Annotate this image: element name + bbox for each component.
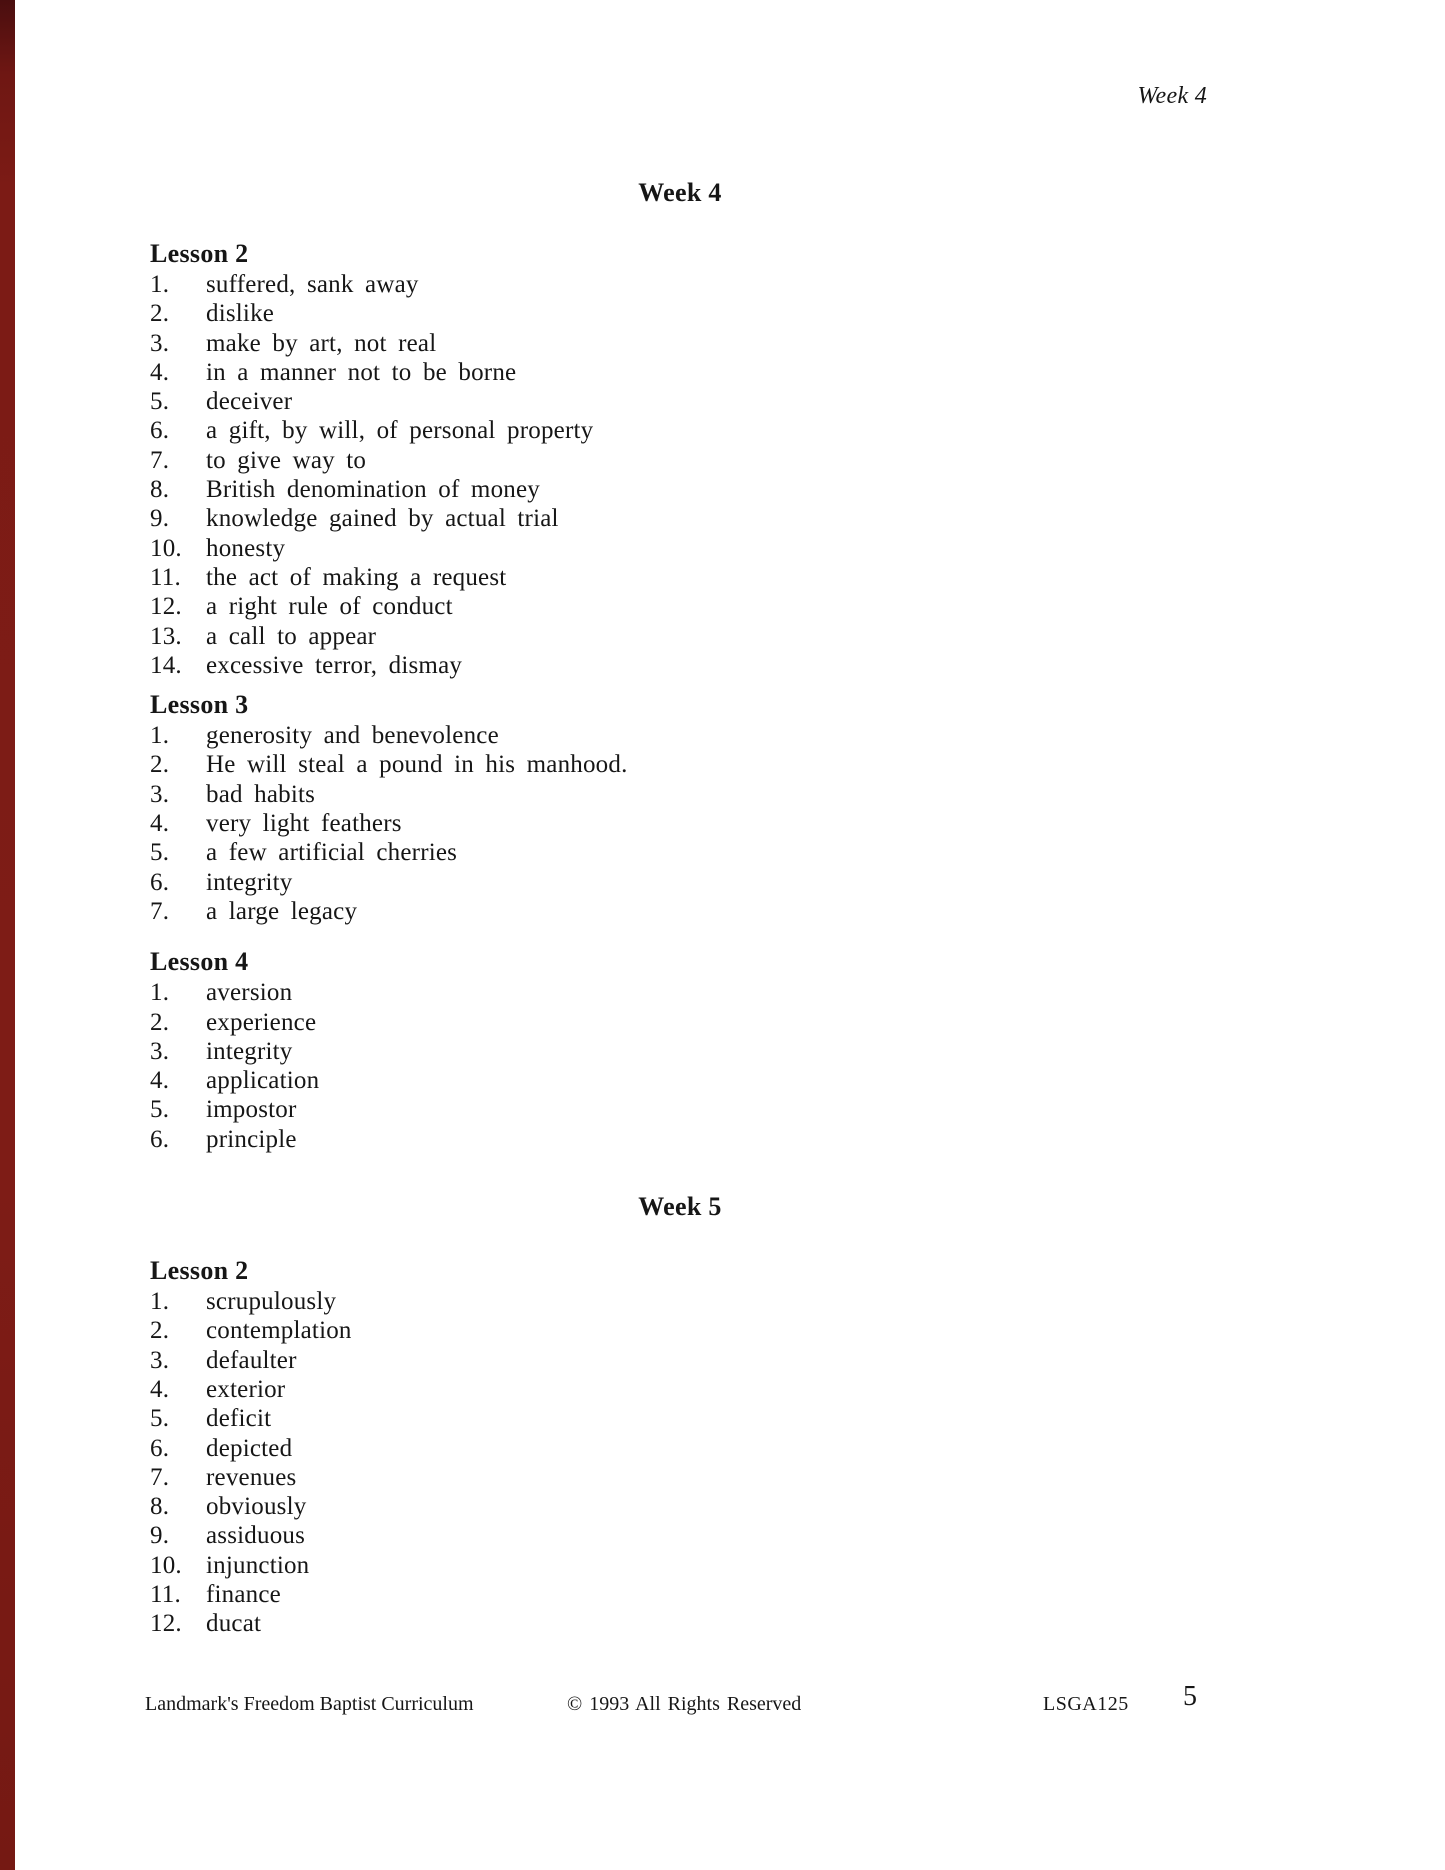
answer-list-item xyxy=(150,1125,1210,1154)
answer-number: 14. xyxy=(150,651,182,679)
answer-text: obviously xyxy=(206,1493,307,1521)
answer-list xyxy=(150,270,1210,680)
answer-text: integrity xyxy=(206,868,293,896)
answer-list-item xyxy=(150,1008,1210,1037)
answer-list-item xyxy=(150,651,1210,680)
answer-text: integrity xyxy=(206,1037,293,1065)
answer-list-item xyxy=(150,1492,1210,1521)
answer-list-item xyxy=(150,780,1210,809)
book-spine-edge xyxy=(0,0,15,1870)
answer-number: 3. xyxy=(150,1346,170,1374)
week-heading: Week 5 xyxy=(638,1192,722,1222)
lesson-heading: Lesson 2 xyxy=(150,239,249,268)
answer-number: 3. xyxy=(150,1037,170,1065)
answer-list-item xyxy=(150,1609,1210,1638)
answer-number: 1. xyxy=(150,271,170,298)
answer-list-item xyxy=(150,838,1210,867)
answer-text: contemplation xyxy=(206,1317,352,1345)
answer-list-item xyxy=(150,1521,1210,1550)
answer-number: 1. xyxy=(150,979,170,1007)
answer-list-item xyxy=(150,358,1210,387)
answer-number: 5. xyxy=(150,388,170,416)
answer-text: application xyxy=(206,1067,320,1095)
answer-list-item xyxy=(150,1316,1210,1345)
answer-text: a large legacy xyxy=(206,897,358,925)
answer-list-item xyxy=(150,1346,1210,1375)
answer-number: 8. xyxy=(150,1493,170,1521)
page-footer xyxy=(0,1681,1445,1728)
answer-list-item xyxy=(150,1404,1210,1433)
answer-number: 5. xyxy=(150,1096,170,1124)
answer-list-item xyxy=(150,1463,1210,1492)
answer-number: 7. xyxy=(150,897,170,925)
answer-list-item xyxy=(150,622,1210,651)
answer-text: assiduous xyxy=(206,1522,306,1550)
answer-text: honesty xyxy=(206,534,286,562)
answer-text: defaulter xyxy=(206,1346,297,1374)
answer-number: 11. xyxy=(150,1580,181,1608)
answer-text: revenues xyxy=(206,1463,297,1491)
answer-number: 9. xyxy=(150,505,170,533)
answer-text: injunction xyxy=(206,1551,310,1579)
answer-number: 1. xyxy=(150,722,170,750)
footer-page-number: 5 xyxy=(1183,1681,1197,1712)
answer-number: 3. xyxy=(150,780,170,808)
answer-text: a few artificial cherries xyxy=(206,839,458,867)
answer-list xyxy=(150,1287,1210,1639)
lesson-heading: Lesson 3 xyxy=(150,690,249,720)
answer-number: 4. xyxy=(150,1067,170,1095)
answer-text: generosity and benevolence xyxy=(206,722,499,750)
answer-text: depicted xyxy=(206,1434,293,1462)
answer-number: 9. xyxy=(150,1522,170,1550)
answer-list-item xyxy=(150,897,1210,926)
answer-text: deceiver xyxy=(206,388,293,416)
footer-catalog-code: LSGA125 xyxy=(1043,1693,1129,1715)
answer-list-item xyxy=(150,592,1210,621)
lesson-heading: Lesson 2 xyxy=(150,1256,249,1286)
answer-list-item xyxy=(150,1287,1210,1316)
lesson-section xyxy=(150,239,1210,680)
answer-text: impostor xyxy=(206,1096,297,1124)
answer-list-item xyxy=(150,1434,1210,1463)
answer-number: 6. xyxy=(150,1434,170,1462)
answer-text: exterior xyxy=(206,1375,286,1403)
answer-number: 4. xyxy=(150,1375,170,1403)
answer-text: finance xyxy=(206,1580,281,1608)
answer-text: ducat xyxy=(206,1610,262,1638)
answer-text: dislike xyxy=(206,300,275,328)
answer-number: 2. xyxy=(150,1317,170,1345)
lesson-section xyxy=(150,1256,1210,1639)
answer-text: the act of making a request xyxy=(206,563,507,591)
answer-number: 3. xyxy=(150,329,170,357)
answer-list-item xyxy=(150,475,1210,504)
answer-list-item xyxy=(150,387,1210,416)
answer-number: 2. xyxy=(150,1008,170,1036)
answer-number: 13. xyxy=(150,622,182,650)
answer-list xyxy=(150,721,1210,926)
running-header-week: Week 4 xyxy=(1137,83,1207,109)
answer-text: a gift, by will, of personal property xyxy=(206,417,594,445)
answer-text: a call to appear xyxy=(206,622,377,650)
answer-text: deficit xyxy=(206,1405,272,1433)
answer-text: make by art, not real xyxy=(206,329,437,357)
answer-number: 4. xyxy=(150,358,170,386)
answer-text: very light feathers xyxy=(206,810,402,838)
answer-text: in a manner not to be borne xyxy=(206,358,517,386)
footer-publisher: Landmark's Freedom Baptist Curriculum xyxy=(145,1693,474,1715)
answer-list-item xyxy=(150,329,1210,358)
answer-text: bad habits xyxy=(206,780,316,808)
answer-number: 1. xyxy=(150,1288,170,1316)
answer-number: 8. xyxy=(150,476,170,504)
answer-text: principle xyxy=(206,1125,297,1153)
answer-text: a right rule of conduct xyxy=(206,593,453,621)
answer-key-content xyxy=(150,0,1210,1639)
week-heading: Week 4 xyxy=(638,178,722,207)
answer-number: 10. xyxy=(150,1551,182,1579)
answer-list-item xyxy=(150,270,1210,299)
answer-list-item xyxy=(150,446,1210,475)
answer-list-item xyxy=(150,750,1210,779)
answer-number: 10. xyxy=(150,534,182,562)
answer-number: 11. xyxy=(150,563,181,591)
footer-copyright: © 1993 All Rights Reserved xyxy=(567,1693,802,1715)
answer-list-item xyxy=(150,809,1210,838)
answer-list-item xyxy=(150,868,1210,897)
answer-list-item xyxy=(150,1551,1210,1580)
answer-number: 7. xyxy=(150,446,170,474)
answer-number: 6. xyxy=(150,417,170,445)
answer-list-item xyxy=(150,534,1210,563)
answer-text: to give way to xyxy=(206,446,367,474)
answer-list-item xyxy=(150,299,1210,328)
answer-text: experience xyxy=(206,1008,317,1036)
answer-text: excessive terror, dismay xyxy=(206,651,463,679)
answer-number: 2. xyxy=(150,300,170,328)
answer-list-item xyxy=(150,1095,1210,1124)
answer-list-item xyxy=(150,1037,1210,1066)
answer-number: 5. xyxy=(150,839,170,867)
answer-number: 12. xyxy=(150,1610,182,1638)
lesson-heading: Lesson 4 xyxy=(150,947,249,977)
lesson-section xyxy=(150,947,1210,1154)
answer-list-item xyxy=(150,416,1210,445)
answer-text: suffered, sank away xyxy=(206,271,419,298)
answer-number: 7. xyxy=(150,1463,170,1491)
answer-text: scrupulously xyxy=(206,1288,337,1316)
answer-number: 12. xyxy=(150,593,182,621)
answer-list-item xyxy=(150,1375,1210,1404)
answer-number: 6. xyxy=(150,1125,170,1153)
answer-list-item xyxy=(150,978,1210,1007)
answer-text: knowledge gained by actual trial xyxy=(206,505,559,533)
answer-number: 5. xyxy=(150,1405,170,1433)
answer-number: 6. xyxy=(150,868,170,896)
answer-text: British denomination of money xyxy=(206,476,540,504)
answer-list xyxy=(150,978,1210,1154)
answer-list-item xyxy=(150,1580,1210,1609)
answer-text: aversion xyxy=(206,979,293,1007)
answer-number: 2. xyxy=(150,751,170,779)
answer-list-item xyxy=(150,721,1210,750)
answer-text: He will steal a pound in his manhood. xyxy=(206,751,628,779)
answer-list-item xyxy=(150,1066,1210,1095)
answer-list-item xyxy=(150,563,1210,592)
lesson-section xyxy=(150,690,1210,926)
answer-list-item xyxy=(150,504,1210,533)
answer-number: 4. xyxy=(150,810,170,838)
